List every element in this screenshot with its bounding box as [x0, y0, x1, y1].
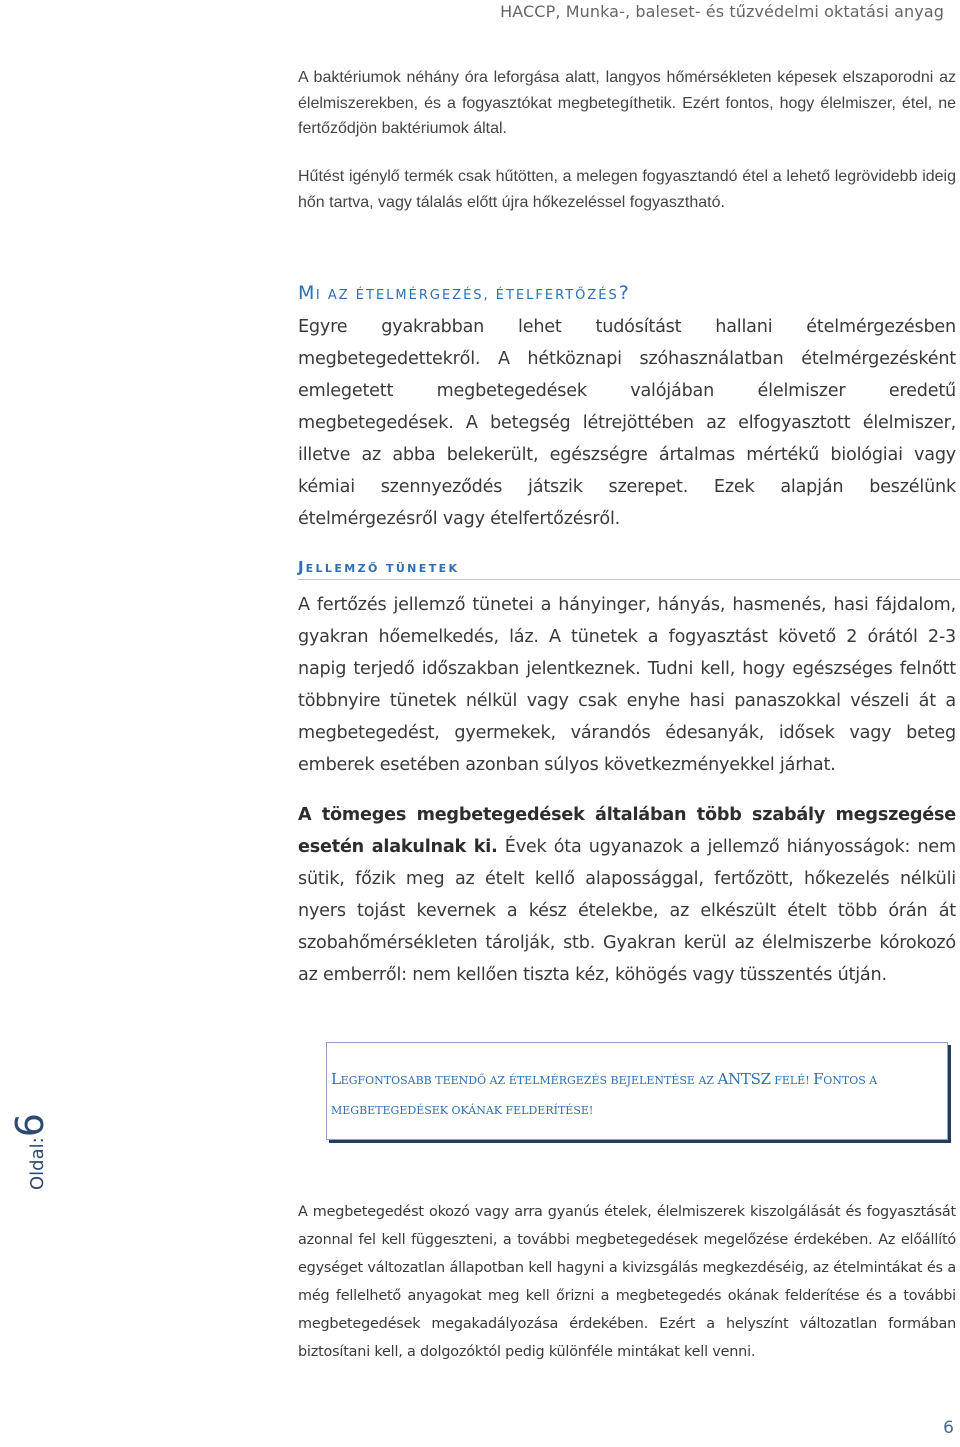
bold-lead-sentence: A tömeges megbetegedések általában több szabály megszegése esetén alakulnak ki. [298, 805, 956, 857]
heading-smallcaps: ELLEMZŐ TÜNETEK [305, 562, 460, 575]
paragraph-food-poisoning: Egyre gyakrabban lehet tudósítást hallani ételmérgezésben megbetegedettekről. A hétköznapi szóhasználatban ételmérgezésként emlegetett megbetegedések valójában élelmiszer eredetű megbetegedések. A betegség létrejöttében az elfogyasztott élelmiszer, illetve az abba belekerült, egészségre ártalmas mértékű biológiai vagy kémiai szennyeződés játszik szerepet. Ezek alapján beszélünk ételmérgezésről vagy ételfertőzésről. [298, 317, 956, 529]
notice-box [326, 1042, 948, 1140]
page-number: 6 [8, 1113, 52, 1138]
notice-initial: F [813, 1070, 824, 1088]
heading-initial: J [298, 558, 306, 576]
paragraph-bacteria: A baktériumok néhány óra leforgása alatt, langyos hőmérsékleten képesek elszaporodni az élelmiszerekben, és a fogyasztókat megbetegíthetik. Ezért fontos, hogy élelmiszer, étel, ne fertőződjön baktériumok által. [298, 69, 956, 137]
paragraph-continuation: Évek óta ugyanazok a jellemző hiányosságok: nem sütik, főzik meg az ételt kellő alapossággal, fertőzött, hőkezelés nélküli nyers tojást kevernek a kész ételekbe, az elkészült ételt több órán át szobahőmérsékleten tárolják, stb. Gyakran kerül az élelmiszerbe kórokozó az emberről: nem kellően tiszta kéz, köhögés vagy tüsszentés útján. [298, 837, 956, 985]
notice-smallcaps: EGFONTOSABB TEENDŐ AZ ÉTELMÉRGEZÉS BEJELENTÉSE AZ [340, 1074, 718, 1087]
notice-smallcaps: FELÉ! [770, 1074, 814, 1087]
document-header-title: HACCP, Munka-, baleset- és tűzvédelmi oktatási anyag [500, 2, 944, 21]
heading-question-mark: ? [618, 282, 631, 304]
page-footer-number: 6 [943, 1418, 954, 1438]
page-label: Oldal: [27, 1137, 48, 1190]
paragraph-mass-illness [298, 799, 956, 991]
section-heading-symptoms [298, 558, 459, 576]
notice-initial: L [331, 1070, 341, 1088]
page-number-side [8, 1113, 52, 1190]
heading-initial: M [298, 282, 316, 304]
notice-smallcaps: ONTOS A MEGBETEGEDÉSEK OKÁNAK FELDERÍTÉSE! [331, 1074, 878, 1117]
paragraph-symptoms: A fertőzés jellemző tünetei a hányinger, hányás, hasmenés, hasi fájdalom, gyakran hőemelkedés, láz. A tünetek a fogyasztást követő 2 órától 2-3 napig terjedő időszakban jelentkeznek. Tudni kell, hogy egészséges felnőtt többnyire tünetek nélkül vagy csak enyhe hasi panaszokkal vészeli át a megbetegedést, gyermekek, várandós édesanyák, idősek vagy beteg emberek esetében azonban súlyos következményekkel járhat. [298, 595, 956, 775]
notice-antsz: ANTSZ [717, 1070, 771, 1088]
paragraph-final: A megbetegedést okozó vagy arra gyanús ételek, élelmiszerek kiszolgálását és fogyasztását azonnal fel kell függeszteni, a további megbetegedések megelőzése érdekében. Az előállító egységet változatlan állapotban kell hagyni a kivizsgálás megkezdéséig, az ételmintákat és a még fellelhető anyagokat meg kell őrizni a megbetegedés okának felderítése és a további megbetegedések megakadályozása érdekében. Ezért a helyszínt változatlan formában biztosítani kell, a dolgozóktól pedig különféle mintákat kell venni. [298, 1204, 956, 1360]
heading-underline [298, 579, 960, 580]
paragraph-cooling: Hűtést igénylő termék csak hűtötten, a melegen fogyasztandó étel a lehető legrövidebb ideig hőn tartva, vagy tálalás előtt újra hőkezeléssel fogyasztható. [298, 168, 956, 211]
section-heading-food-poisoning [298, 282, 630, 304]
notice-text [331, 1065, 931, 1125]
heading-smallcaps: I AZ ÉTELMÉRGEZÉS, ÉTELFERTŐZÉS [315, 288, 619, 303]
